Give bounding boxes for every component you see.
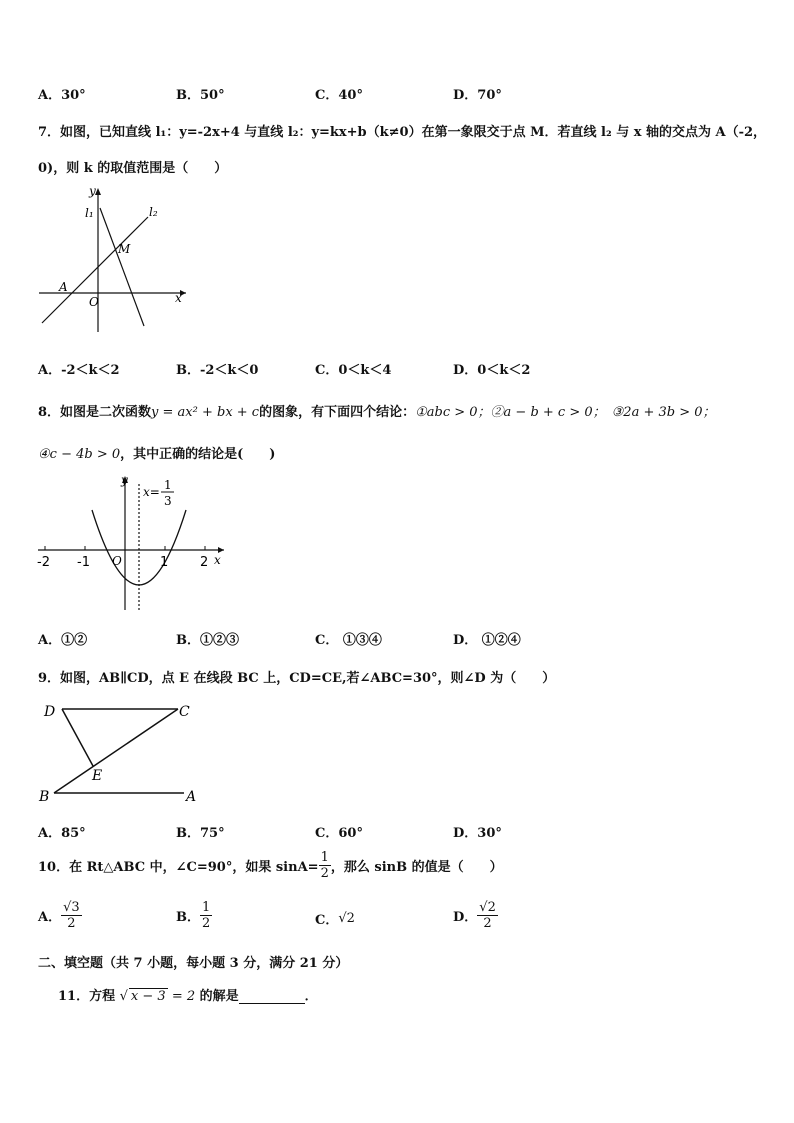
q9-label-a: A (186, 789, 197, 805)
q11-radicand: x − 3 (130, 989, 166, 1004)
q8-stem-mid: 的图象，有下面四个结论： (259, 405, 416, 420)
q10-option-a-den: 2 (67, 916, 76, 931)
q8-option-d: D． ①②④ (453, 633, 521, 648)
q11-equals: = 2 (167, 989, 196, 1004)
q6-option-b: B．50° (176, 88, 225, 103)
q9-label-b: B (39, 789, 50, 805)
q7-figure (34, 182, 194, 332)
section-2-heading: 二、填空题（共 7 小题，每小题 3 分，满分 21 分） (38, 956, 349, 971)
q10-option-d-num: √2 (479, 900, 496, 915)
q8-stem-line1 (38, 401, 716, 420)
q7-label-l2: l₂ (149, 205, 158, 219)
q9-label-c: C (179, 704, 190, 720)
q8-tick-label-m2: -2 (37, 555, 50, 570)
q10-option-c (315, 909, 355, 928)
q10-option-b-den: 2 (202, 916, 211, 931)
q9-option-a: A．85° (38, 826, 86, 841)
q9-label-d: D (44, 704, 56, 720)
q7-label-y: y (89, 184, 96, 198)
q8-stem-end: ，其中正确的结论是( ) (120, 447, 276, 462)
q10-option-b (176, 900, 212, 931)
q11-pre: 11．方程 (58, 989, 116, 1004)
q7-y-arrow (95, 188, 101, 195)
q8-conclusion-4: ④c − 4b > 0 (38, 447, 121, 462)
q11-end: ． (304, 989, 318, 1004)
q8-axis-den: 3 (164, 494, 172, 508)
q10-option-d (453, 900, 498, 931)
q10-option-d-label: D． (453, 910, 478, 925)
q7-label-x: x (175, 291, 182, 305)
q9-option-b: B．75° (176, 826, 225, 841)
q8-conclusion-3: ③2a + 3b > 0； (611, 405, 716, 420)
q8-tick-label-o: O (112, 554, 122, 568)
q9-figure (34, 696, 214, 808)
q10-option-a-num: √3 (63, 900, 80, 915)
q10-option-b-label: B． (176, 910, 200, 925)
q7-stem-line1: 7．如图，已知直线 l₁：y=-2x+4 与直线 l₂：y=kx+b（k≠0）在第一象限交于点 M．若直线 l₂ 与 x 轴的交点为 A（-2， (38, 125, 767, 140)
q10-frac-num: 1 (320, 850, 329, 865)
q10-stem-text-a: 10．在 Rt△ABC 中，∠C=90°，如果 sinA= (38, 860, 319, 875)
q9-option-c: C．60° (315, 826, 363, 841)
q8-option-c: C． ①③④ (315, 633, 382, 648)
q8-stem-line2 (38, 443, 275, 462)
q10-stem-text-b: ，那么 sinB 的值是（ ） (330, 860, 503, 875)
q8-label-y: y (121, 473, 128, 487)
q7-label-l1: l₁ (85, 206, 94, 220)
q9-stem: 9．如图，AB∥CD，点 E 在线段 BC 上，CD=CE,若∠ABC=30°，则∠D 为（ ） (38, 671, 556, 686)
q10-stem (38, 850, 503, 881)
q10-option-c-label: C． (315, 913, 339, 928)
q8-axis-num: 1 (164, 478, 172, 492)
q8-axis-label: x= (143, 485, 160, 499)
q7-option-a: A．-2＜k＜2 (38, 363, 120, 378)
q7-stem-line2: 0)，则 k 的取值范围是（ ） (38, 161, 228, 176)
q10-option-d-den: 2 (483, 916, 492, 931)
q10-option-a (38, 900, 82, 931)
q10-fraction (319, 850, 331, 881)
q8-tick-label-m1: -1 (77, 555, 90, 570)
q8-figure (34, 470, 234, 615)
q6-option-a: A．30° (38, 88, 86, 103)
q6-option-c: C．40° (315, 88, 363, 103)
q8-option-b: B．①②③ (176, 633, 239, 648)
q7-line-l1 (100, 208, 144, 326)
q8-tick-label-1: 1 (160, 555, 169, 570)
q7-option-d: D．0＜k＜2 (453, 363, 531, 378)
q10-option-a-label: A． (38, 910, 62, 925)
q9-label-e: E (92, 768, 103, 784)
q8-tick-label-2: 2 (200, 555, 209, 570)
q8-function: y = ax² + bx + c (151, 405, 260, 420)
q10-option-a-frac (61, 900, 82, 931)
q11-answer-blank[interactable] (239, 991, 305, 1004)
q8-option-a: A．①② (38, 633, 88, 648)
q10-option-c-value: √2 (338, 911, 355, 926)
q9-segment-de (62, 709, 93, 766)
q7-label-a: A (59, 280, 68, 294)
q8-label-x: x (214, 553, 221, 567)
q10-option-b-frac (200, 900, 212, 931)
q6-option-d: D．70° (453, 88, 502, 103)
q10-option-b-num: 1 (202, 900, 211, 915)
q8-stem-text: 8．如图是二次函数 (38, 405, 152, 420)
q7-option-c: C．0＜k＜4 (315, 363, 392, 378)
q9-option-d: D．30° (453, 826, 502, 841)
q8-conclusion-1: ①abc > 0； (415, 405, 491, 420)
q11-post: 的解是 (199, 989, 239, 1004)
q9-segment-cb (54, 709, 178, 793)
q7-label-m: M (118, 242, 131, 256)
q8-conclusion-2: ②a − b + c > 0； (490, 405, 606, 420)
q11-stem: 11．方程 √ x − 3 = 2 的解是 ． (58, 989, 318, 1004)
q7-option-b: B．-2＜k＜0 (176, 363, 259, 378)
q10-option-d-frac (477, 900, 498, 931)
q7-label-o: O (89, 295, 99, 309)
q10-frac-den: 2 (320, 866, 329, 881)
